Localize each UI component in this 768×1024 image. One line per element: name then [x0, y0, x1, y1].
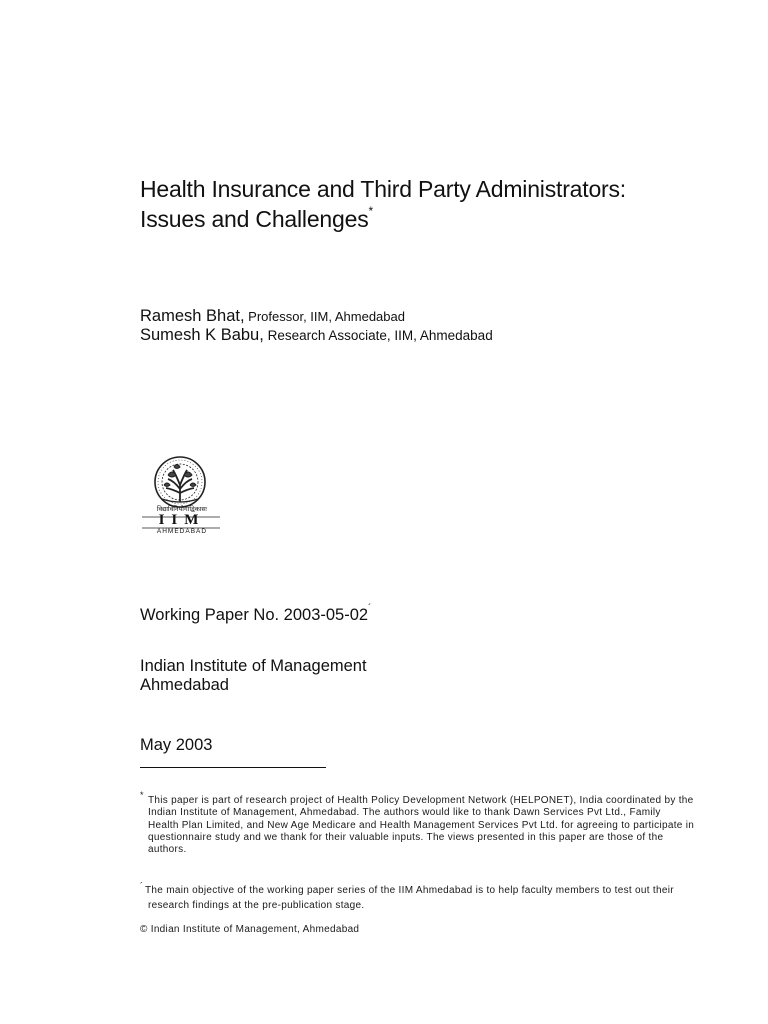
publication-date: May 2003: [140, 736, 213, 754]
institute-city: Ahmedabad: [140, 676, 229, 694]
footnote-line: questionnaire study and we thank for their valuable inputs. The views presented in this paper are those of the: [148, 831, 664, 843]
author-name: Ramesh Bhat,: [140, 307, 245, 325]
copyright-notice: © Indian Institute of Management, Ahmedabad: [140, 924, 360, 935]
footnote-star-mark: *: [140, 790, 144, 800]
footnote-divider: [140, 767, 326, 768]
footnote-star-text: [148, 795, 694, 856]
iim-logo: [140, 455, 224, 535]
working-paper-number: [140, 603, 372, 625]
paper-title-line-1: Health Insurance and Third Party Administrators:: [140, 176, 626, 202]
footnote-line: research findings at the pre-publication stage.: [148, 899, 365, 911]
footnote-acute-mark: ´: [140, 881, 144, 891]
author-name: Sumesh K Babu,: [140, 326, 264, 344]
paper-title-line-2: [140, 206, 373, 233]
footnote-line: Indian Institute of Management, Ahmedabad. The authors would like to thank Dawn Services Pvt Ltd., Family: [148, 807, 661, 819]
author-sumesh-babu: [140, 326, 493, 345]
footnote-line: This paper is part of research project of Health Policy Development Network (HELPONET), India coordinated by the: [148, 795, 694, 806]
footnote-acute-text: [145, 884, 674, 913]
logo-sanskrit-motto: विद्याविनियोगाद्विकासः: [156, 505, 208, 513]
footnote-line: authors.: [148, 844, 187, 856]
title-footnote-mark: *: [368, 204, 373, 218]
institute-name: Indian Institute of Management: [140, 657, 367, 675]
paper-title-line-2-text: Issues and Challenges: [140, 206, 369, 232]
footnote-line: Health Plan Limited, and New Age Medicare and Health Management Services Pvt Ltd. for agreeing to participate in: [148, 819, 695, 831]
footnote-line: The main objective of the working paper series of the IIM Ahmedabad is to help faculty members to test out their: [145, 885, 674, 896]
logo-city: AHMEDABAD: [156, 528, 208, 535]
author-affiliation: Professor, IIM, Ahmedabad: [244, 309, 405, 324]
author-affiliation: Research Associate, IIM, Ahmedabad: [263, 328, 493, 343]
working-paper-footnote-mark: ´: [368, 603, 372, 614]
author-ramesh-bhat: [140, 307, 405, 326]
logo-iim-letters: IIM: [158, 512, 206, 528]
working-paper-label: Working Paper No. 2003-05-02: [140, 606, 369, 624]
